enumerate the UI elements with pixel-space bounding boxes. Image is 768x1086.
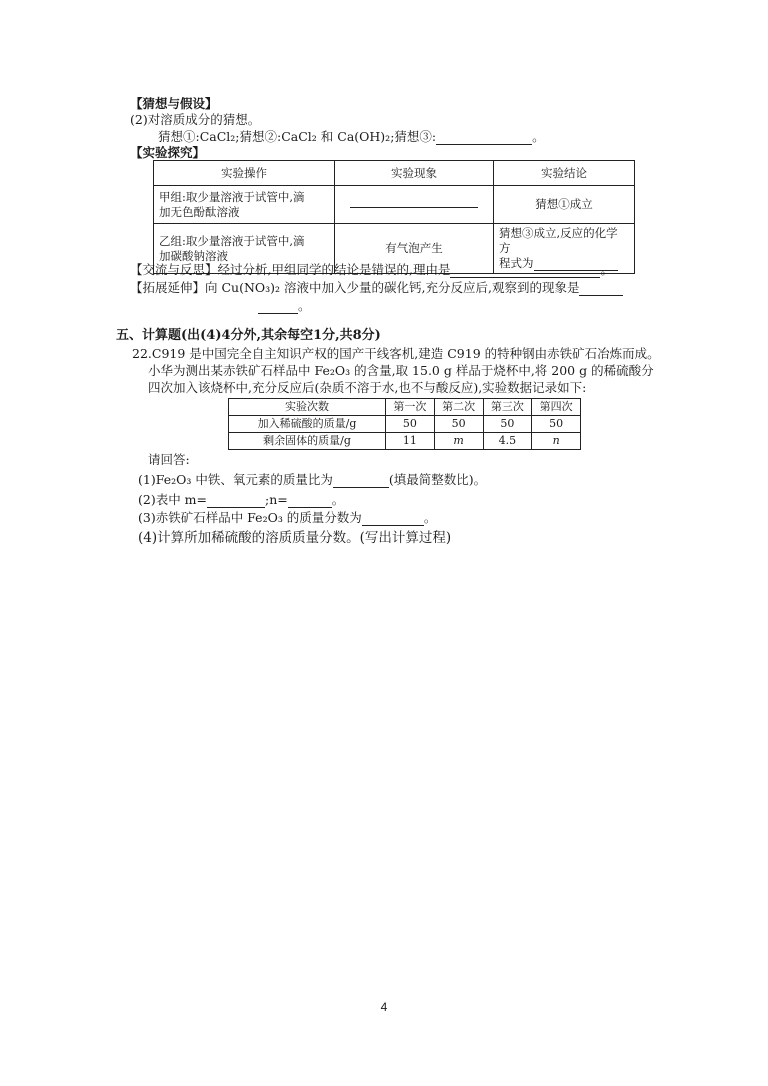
extension-blank-1[interactable] [579, 283, 623, 296]
op-line: 加无色酚酞溶液 [159, 204, 240, 219]
data-table [228, 398, 581, 450]
data-cell: 11 [386, 433, 435, 450]
equation-label: 程式为 [499, 256, 534, 270]
experiment-table [153, 160, 635, 274]
sub2-text-n: ;n= [265, 492, 288, 507]
sub-question-2 [138, 492, 344, 508]
extension-text: 【拓展延伸】向 Cu(NO₃)₂ 溶液中加入少量的碳化钙,充分反应后,观察到的现象是 [130, 280, 580, 295]
guesses-line [158, 129, 545, 145]
reflection-end: 。 [600, 262, 613, 277]
table-row [229, 433, 581, 450]
header-conclusion: 实验结论 [494, 161, 635, 186]
sub-question-1 [138, 472, 486, 488]
data-cell: 剩余固体的质量/g [229, 433, 386, 450]
data-header: 第四次 [532, 399, 581, 416]
sub3-end: 。 [423, 510, 437, 525]
conclusion-line: 猜想③成立,反应的化学方 [499, 226, 618, 255]
sub2-text-m: (2)表中 m= [138, 492, 208, 507]
table-row [154, 186, 635, 224]
sub3-text: (3)赤铁矿石样品中 Fe₂O₃ 的质量分数为 [138, 510, 362, 525]
op-line: 乙组:取少量溶液于试管中,滴 [159, 233, 305, 248]
reflection-text: 【交流与反思】经过分析,甲组同学的结论是错误的,理由是 [130, 262, 451, 277]
data-cell: n [532, 433, 581, 450]
header-operation: 实验操作 [154, 161, 335, 186]
data-cell: 加入稀硫酸的质量/g [229, 416, 386, 433]
question-2-text: (2)对溶质成分的猜想。 [130, 112, 261, 127]
extension-end: 。 [298, 298, 311, 313]
sub2-end: 。 [331, 492, 345, 507]
q22-line-3: 四次加入该烧杯中,充分反应后(杂质不溶于水,也不与酸反应),实验数据记录如下: [148, 380, 587, 395]
n-blank[interactable] [288, 495, 332, 508]
op-line: 加碳酸钠溶液 [159, 248, 228, 263]
extension-blank-2[interactable] [258, 301, 298, 314]
sub-question-4: (4)计算所加稀硫酸的溶质质量分数。(写出计算过程) [138, 530, 452, 546]
guesses-end: 。 [532, 129, 545, 144]
data-table-header [229, 399, 581, 416]
page-number: 4 [380, 1000, 388, 1014]
phenomenon-blank-cell[interactable] [335, 186, 494, 224]
data-cell: 50 [483, 416, 532, 433]
data-header: 第一次 [386, 399, 435, 416]
conclusion-text: 猜想①成立 [535, 197, 593, 211]
data-header: 第三次 [483, 399, 532, 416]
guesses-text: 猜想①:CaCl₂;猜想②:CaCl₂ 和 Ca(OH)₂;猜想③: [158, 129, 437, 144]
hypothesis-heading: 【猜想与假设】 [130, 96, 218, 111]
guess-3-blank[interactable] [436, 132, 532, 145]
reflection-line [130, 262, 613, 278]
reflection-blank[interactable] [450, 265, 600, 278]
q22-line-2: 小华为测出某赤铁矿石样品中 Fe₂O₃ 的含量,取 15.0 g 样品于烧杯中,将 200 g 的稀硫酸分 [148, 363, 654, 378]
m-blank[interactable] [207, 495, 265, 508]
sub-question-3 [138, 510, 436, 526]
sub1-text: (1)Fe₂O₃ 中铁、氧元素的质量比为 [138, 472, 333, 487]
experiment-heading: 【实验探究】 [130, 145, 206, 160]
data-cell: 4.5 [483, 433, 532, 450]
data-cell: 50 [532, 416, 581, 433]
extension-line [130, 280, 623, 296]
phenomenon-blank[interactable] [350, 197, 478, 208]
ask-text: 请回答: [148, 452, 190, 467]
op-cell-group-a [154, 186, 335, 224]
sub3-blank[interactable] [362, 513, 424, 526]
conclusion-cell-group-a [494, 186, 635, 224]
data-header: 实验次数 [229, 399, 386, 416]
data-cell: 50 [434, 416, 483, 433]
sub1-blank[interactable] [333, 475, 389, 488]
table-row [229, 416, 581, 433]
sub1-end: (填最简整数比)。 [388, 472, 487, 487]
op-line: 甲组:取少量溶液于试管中,滴 [159, 189, 305, 204]
data-cell: m [434, 433, 483, 450]
phenomenon-cell-group-b: 有气泡产生 [335, 224, 494, 274]
data-cell: 50 [386, 416, 435, 433]
q22-line-1: 22.C919 是中国完全自主知识产权的国产干线客机,建造 C919 的特种钢由赤铁矿石冶炼而成。 [132, 346, 660, 361]
header-phenomenon: 实验现象 [335, 161, 494, 186]
section-5-heading: 五、计算题(出(4)4分外,其余每空1分,共8分) [116, 328, 381, 343]
data-header: 第二次 [434, 399, 483, 416]
extension-line-2 [258, 298, 311, 314]
table-header-row [154, 161, 635, 186]
